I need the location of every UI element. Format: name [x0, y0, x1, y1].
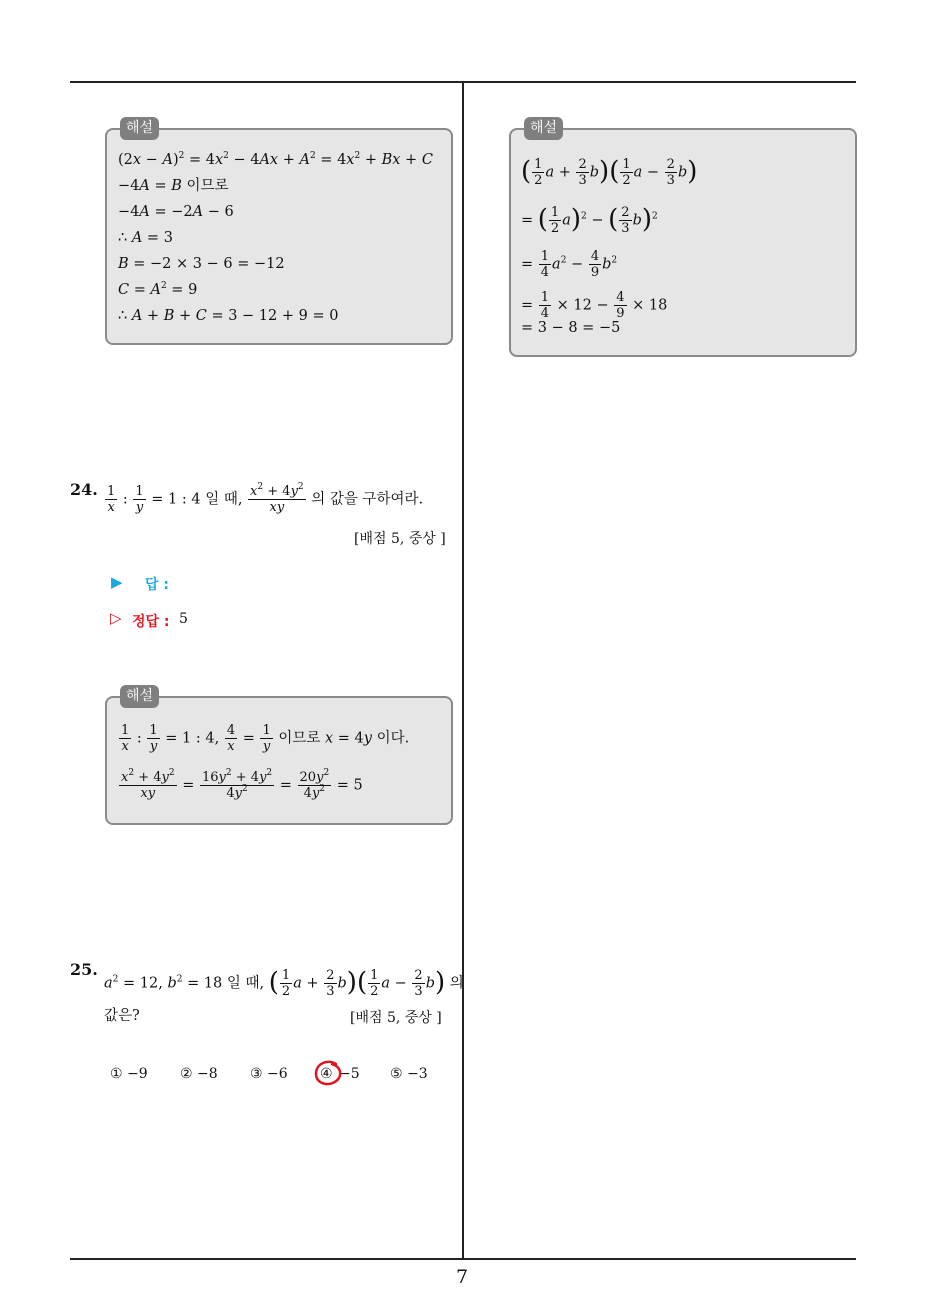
q25-number: 25. [70, 960, 98, 979]
q25-option-5[interactable]: ⑤ −3 [390, 1066, 428, 1082]
q25-score: [배점 5, 중상 ] [350, 1010, 442, 1026]
q23-line-4: ∴ A = 3 [118, 230, 173, 246]
q25-sol-line-2: = ( $\frac{1}{2}$ a)$^2$ − ( $\frac{2}{3}$ b)$^2$ [521, 204, 658, 236]
answer-marker: ▶ [111, 573, 123, 591]
q25-stem-line-2: 값은? [104, 1008, 140, 1024]
page-number: 7 [456, 1266, 469, 1288]
bottom-rule [70, 1258, 856, 1260]
answer-label: 답 : [145, 577, 169, 593]
q23-line-7: ∴ A + B + C = 3 − 12 + 9 = 0 [118, 308, 339, 324]
q25-option-2[interactable]: ② −8 [180, 1066, 218, 1082]
q25-sol-line-4: = $\frac{1}{4}$ × 12 − $\frac{4}{9}$ × 18 [521, 290, 668, 321]
q25-option-4-value: −5 [339, 1066, 360, 1082]
q24-stem: $\frac{1}{x}$ : $\frac{1}{y}$ = 1 : 4 일 때, $\frac{x^2 + 4y^2}{xy}$ 의 값을 구하여라. [107, 482, 424, 515]
q24-sol-line-1: $\frac{1}{x}$ : $\frac{1}{y}$ = 1 : 4, $\frac{4}{x}$ = $\frac{1}{y}$ 이므로 x = 4y 이다. [121, 723, 410, 754]
q23-line-6: $C = A^2 = 9$ [118, 281, 198, 298]
q25-sol-line-5: = 3 − 8 = −5 [521, 320, 621, 336]
explanation-tag-q24: 해설 [120, 685, 159, 708]
q25-sol-line-3: = $\frac{1}{4}$ $a^2$ − $\frac{4}{9}$ $b^2$ [521, 249, 618, 280]
column-divider [462, 83, 464, 1259]
explanation-box-q24 [105, 696, 453, 825]
q25-option-1[interactable]: ① −9 [110, 1066, 148, 1082]
q24-number: 24. [70, 480, 98, 499]
q23-line-5: B = −2 × 3 − 6 = −12 [118, 256, 285, 272]
correct-label: 정답 : [132, 614, 170, 630]
explanation-tag-right: 해설 [524, 117, 563, 140]
q25-sol-line-1: ( $\frac{1}{2}$ a + $\frac{2}{3}$ b)( $\frac{1}{2}$ a − $\frac{2}{3}$ b) [521, 156, 698, 188]
correct-value: 5 [179, 611, 188, 627]
q25-option-4-symbol: ④ [320, 1066, 333, 1082]
q24-score: [배점 5, 중상 ] [354, 531, 446, 547]
q25-stem: $a^2 = 12$, $b^2 = 18$ 일 때, ( $\frac{1}{2}$ a + $\frac{2}{3}$ b)( $\frac{1}{2}$ a − $\frac{2}{3}$ b) 의 [104, 967, 464, 999]
q24-sol-line-2: $\frac{x^2 + 4y^2}{xy}$ = $\frac{16y^2 + 4y^2}{4y^2}$ = $\frac{20y^2}{4y^2}$ = 5 [121, 768, 363, 801]
q25-option-3[interactable]: ③ −6 [250, 1066, 288, 1082]
correct-marker: ▷ [110, 609, 122, 627]
q23-line-2: −4A = B 이므로 [118, 178, 229, 194]
explanation-tag: 해설 [120, 117, 159, 140]
q23-line-3: −4A = −2A − 6 [118, 204, 234, 220]
answer-mark-circle-icon [312, 1058, 344, 1090]
q23-line-1: $(2x - A)^2 = 4x^2 - 4Ax + A^2 = 4x^2 + Bx + C$ [118, 151, 433, 168]
